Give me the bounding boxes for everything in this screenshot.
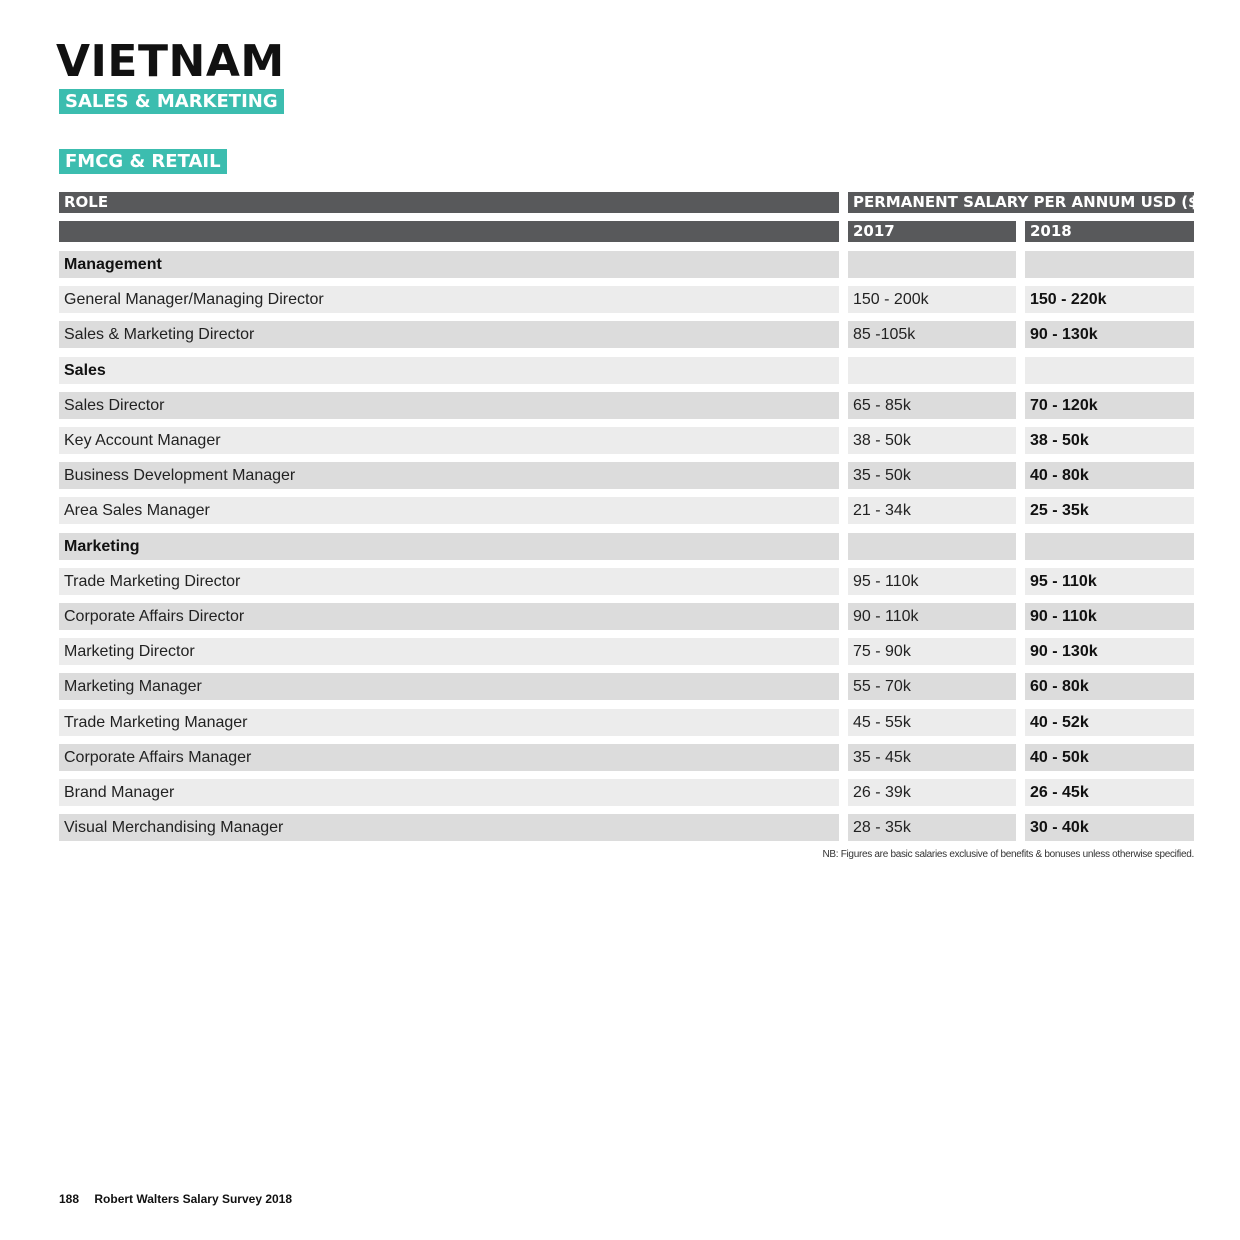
salary-2018-cell: 30 - 40k: [1025, 814, 1194, 841]
salary-2018-cell: [1025, 357, 1194, 384]
salary-2018-cell: 90 - 130k: [1025, 638, 1194, 665]
salary-2018-cell: 25 - 35k: [1025, 497, 1194, 524]
salary-2017-cell: 38 - 50k: [848, 427, 1016, 454]
salary-2018-cell: 40 - 52k: [1025, 709, 1194, 736]
year-2018-header: 2018: [1025, 221, 1194, 242]
salary-2018-cell: 40 - 50k: [1025, 744, 1194, 771]
role-cell: Visual Merchandising Manager: [59, 814, 839, 841]
salary-2018-cell: 60 - 80k: [1025, 673, 1194, 700]
role-cell: Area Sales Manager: [59, 497, 839, 524]
group-heading: Sales: [59, 357, 839, 384]
role-cell: Sales Director: [59, 392, 839, 419]
role-cell: Sales & Marketing Director: [59, 321, 839, 348]
group-heading: Management: [59, 251, 839, 278]
salary-2017-cell: 85 -105k: [848, 321, 1016, 348]
footnote: NB: Figures are basic salaries exclusive of benefits & bonuses unless otherwise specified.: [822, 849, 1194, 860]
role-cell: Marketing Manager: [59, 673, 839, 700]
salary-2017-cell: 35 - 45k: [848, 744, 1016, 771]
page-title: VIETNAM: [56, 36, 285, 87]
salary-2017-cell: 55 - 70k: [848, 673, 1016, 700]
page-footer: [59, 1192, 292, 1206]
salary-2018-cell: [1025, 251, 1194, 278]
salary-2017-cell: 35 - 50k: [848, 462, 1016, 489]
role-subheader: [59, 221, 839, 242]
salary-2017-cell: 45 - 55k: [848, 709, 1016, 736]
salary-2017-cell: [848, 251, 1016, 278]
publication-title: Robert Walters Salary Survey 2018: [94, 1192, 293, 1206]
salary-2018-cell: 90 - 110k: [1025, 603, 1194, 630]
role-cell: General Manager/Managing Director: [59, 286, 839, 313]
role-header: ROLE: [59, 192, 839, 213]
salary-2018-cell: 40 - 80k: [1025, 462, 1194, 489]
role-cell: Brand Manager: [59, 779, 839, 806]
salary-2017-cell: 65 - 85k: [848, 392, 1016, 419]
role-cell: Marketing Director: [59, 638, 839, 665]
salary-2017-cell: 28 - 35k: [848, 814, 1016, 841]
role-cell: Trade Marketing Manager: [59, 709, 839, 736]
sector-tag: FMCG & RETAIL: [59, 149, 227, 174]
salary-2018-cell: 70 - 120k: [1025, 392, 1194, 419]
role-cell: Key Account Manager: [59, 427, 839, 454]
salary-header: PERMANENT SALARY PER ANNUM USD ($): [848, 192, 1194, 213]
group-heading: Marketing: [59, 533, 839, 560]
salary-2017-cell: [848, 533, 1016, 560]
role-cell: Trade Marketing Director: [59, 568, 839, 595]
salary-2018-cell: 95 - 110k: [1025, 568, 1194, 595]
salary-2017-cell: 26 - 39k: [848, 779, 1016, 806]
department-tag: SALES & MARKETING: [59, 89, 284, 114]
page-number: 188: [59, 1192, 80, 1206]
salary-2017-cell: 21 - 34k: [848, 497, 1016, 524]
salary-2017-cell: 90 - 110k: [848, 603, 1016, 630]
role-cell: Corporate Affairs Manager: [59, 744, 839, 771]
salary-2017-cell: 150 - 200k: [848, 286, 1016, 313]
salary-2018-cell: 90 - 130k: [1025, 321, 1194, 348]
year-2017-header: 2017: [848, 221, 1016, 242]
salary-2017-cell: 95 - 110k: [848, 568, 1016, 595]
role-cell: Business Development Manager: [59, 462, 839, 489]
role-cell: Corporate Affairs Director: [59, 603, 839, 630]
salary-2018-cell: 26 - 45k: [1025, 779, 1194, 806]
salary-2018-cell: 38 - 50k: [1025, 427, 1194, 454]
salary-2018-cell: [1025, 533, 1194, 560]
salary-2017-cell: [848, 357, 1016, 384]
salary-2017-cell: 75 - 90k: [848, 638, 1016, 665]
salary-2018-cell: 150 - 220k: [1025, 286, 1194, 313]
